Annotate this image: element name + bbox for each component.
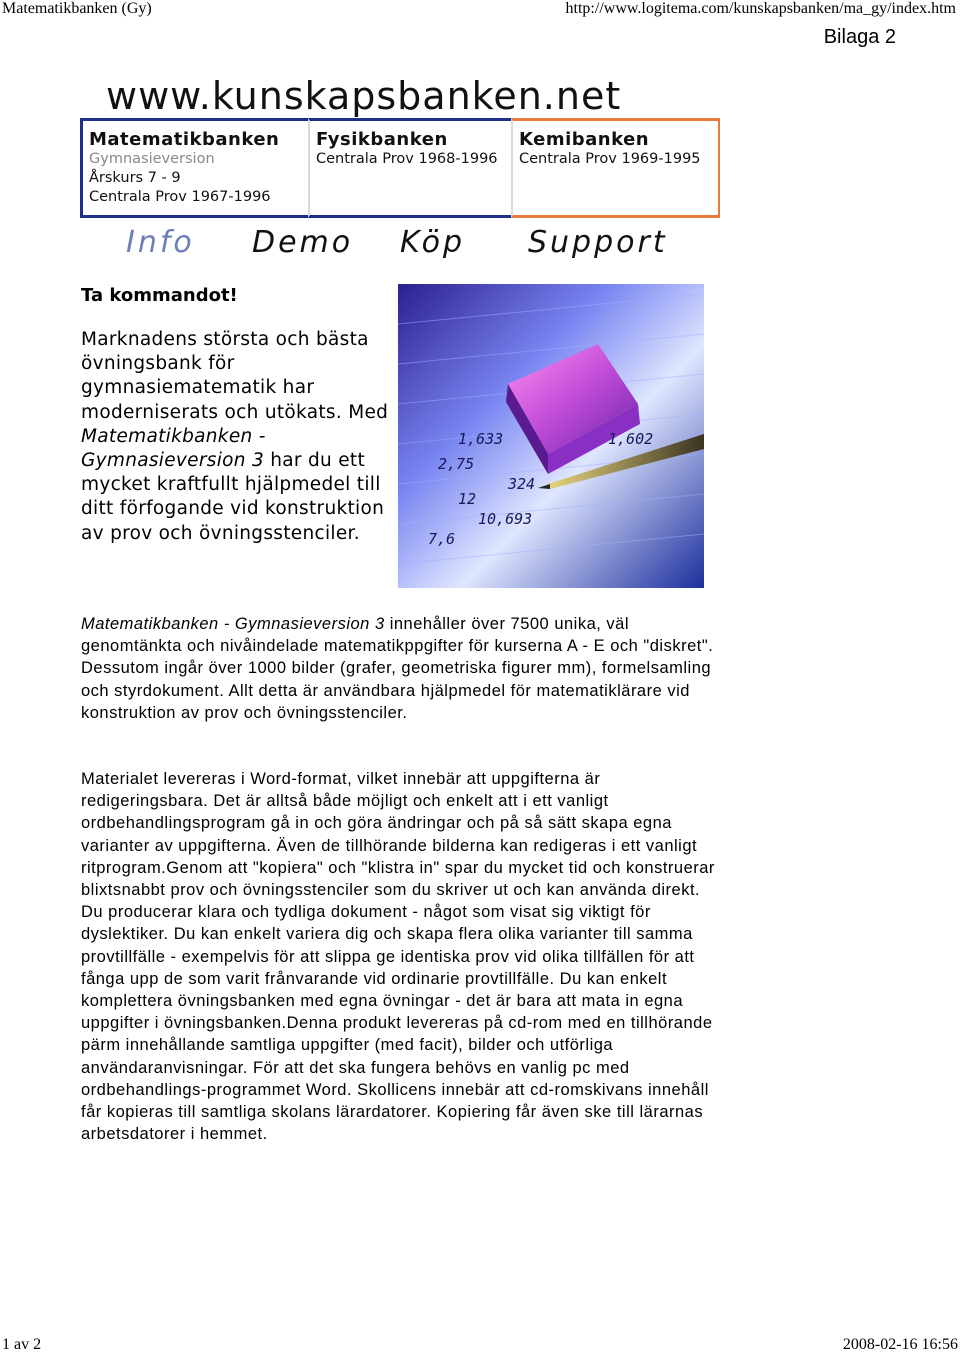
photo-illustration [398, 284, 704, 588]
bank-line: Årskurs 7 - 9 [89, 170, 181, 186]
intro-text-part: har du ett mycket kraftfullt hjälpmedel till ditt förfogande vid konstruktion av prov och övningsstenciler. [81, 450, 385, 544]
print-header-title: Matematikbanken (Gy) [2, 0, 152, 17]
print-footer-page: 1 av 2 [2, 1336, 42, 1353]
intro-text [81, 328, 391, 546]
product-name: Matematikbanken - Gymnasieversion 3 [81, 425, 266, 472]
description-text: innehåller över 7500 unika, väl genomtänkta och nivåindelade matematikppgifter för kurserna A - E och "diskret". Dessutom ingår över 1000 bilder (grafer, geometriska figurer mm), formelsamling och styrdokument. Allt detta är användbara hjälpmedel för matematiklärare vid konstruktion av prov och övningsstenciler. [81, 615, 714, 722]
delivery-description: Materialet levereras i Word-format, vilket innebär att uppgifterna är redigeringsbara. Det är alltså både möjligt och enkelt att i ett vanligt ordbehandlingsprogram gå in och göra ändringar och på så sätt skapa egna varianter av uppgifterna. Även de tillhörande bilderna kan redigeras i ett vanligt ritprogram.Genom att "kopiera" och "klistra in" spar du mycket tid och konstruerar blixtsnabbt prov och övningsstenciler som du skriver ut och kan använda direkt. Du producerar klara och tydliga dokument - något som visat sig viktigt för dyslektiker. Du kan enkelt variera dig och skapa flera olika varianter till samma provtillfälle - exempelvis för att slippa ge identiska prov vid olika tillfällen för att fånga upp de som varit frånvarande vid ordinarie provtillfälle. Du kan enkelt komplettera övningsbanken med egna övningar - det är bara att mata in egna uppgifter i övningsbanken.Denna produkt levereras på cd-rom med en tillhörande pärm innehållande samtliga uppgifter (med facit), bilder och utförliga användaranvisningar. För att det ska fungera behövs en vanlig pc med ordbehandlings-programmet Word. Skollicens innebär att cd-romskivans innehåll får kopieras till samtliga skolans lärardatorer. Kopiering får även ske till lärarnas arbetsdatorer i hemmet. [81, 770, 715, 1144]
nav-kop-link[interactable]: Köp [400, 225, 466, 260]
matematikbanken-box[interactable] [80, 118, 308, 218]
bank-line: Centrala Prov 1968-1996 [316, 151, 498, 167]
intro-text-part: Marknadens största och bästa övningsbank för gymnasiematematik har moderniserats och utökats. Med [81, 329, 389, 423]
product-name: Matematikbanken - Gymnasieversion 3 [81, 615, 385, 633]
bank-title: Matematikbanken [89, 129, 280, 150]
photo-number: 7,6 [428, 530, 456, 548]
nav-demo-link[interactable]: Demo [252, 225, 354, 260]
photo-number: 324 [508, 475, 536, 493]
page-heading: Ta kommandot! [81, 285, 238, 306]
nav-info-link[interactable]: Info [126, 225, 195, 260]
site-logo[interactable]: www.kunskapsbanken.net [106, 74, 622, 118]
math-eraser-photo [398, 284, 704, 588]
photo-number: 12 [458, 490, 477, 508]
bank-title: Fysikbanken [316, 129, 448, 150]
fysikbanken-box[interactable] [308, 118, 511, 218]
print-header-url: http://www.logitema.com/kunskapsbanken/ma_gy/index.htm [565, 0, 956, 17]
photo-number: 10,693 [478, 510, 533, 528]
bank-title: Kemibanken [519, 129, 650, 150]
photo-number: 1,602 [608, 430, 654, 448]
main-nav [126, 222, 720, 264]
bank-line: Centrala Prov 1967-1996 [89, 189, 271, 205]
photo-number: 1,633 [458, 430, 504, 448]
site-banner [80, 72, 720, 264]
photo-number: 2,75 [438, 455, 475, 473]
nav-support-link[interactable]: Support [528, 225, 668, 260]
product-description [81, 613, 721, 724]
print-footer-datetime: 2008-02-16 16:56 [842, 1336, 958, 1353]
kemibanken-box[interactable] [511, 118, 720, 218]
bank-line: Gymnasieversion [89, 151, 215, 167]
annex-label: Bilaga 2 [823, 26, 896, 48]
bank-line: Centrala Prov 1969-1995 [519, 151, 701, 167]
